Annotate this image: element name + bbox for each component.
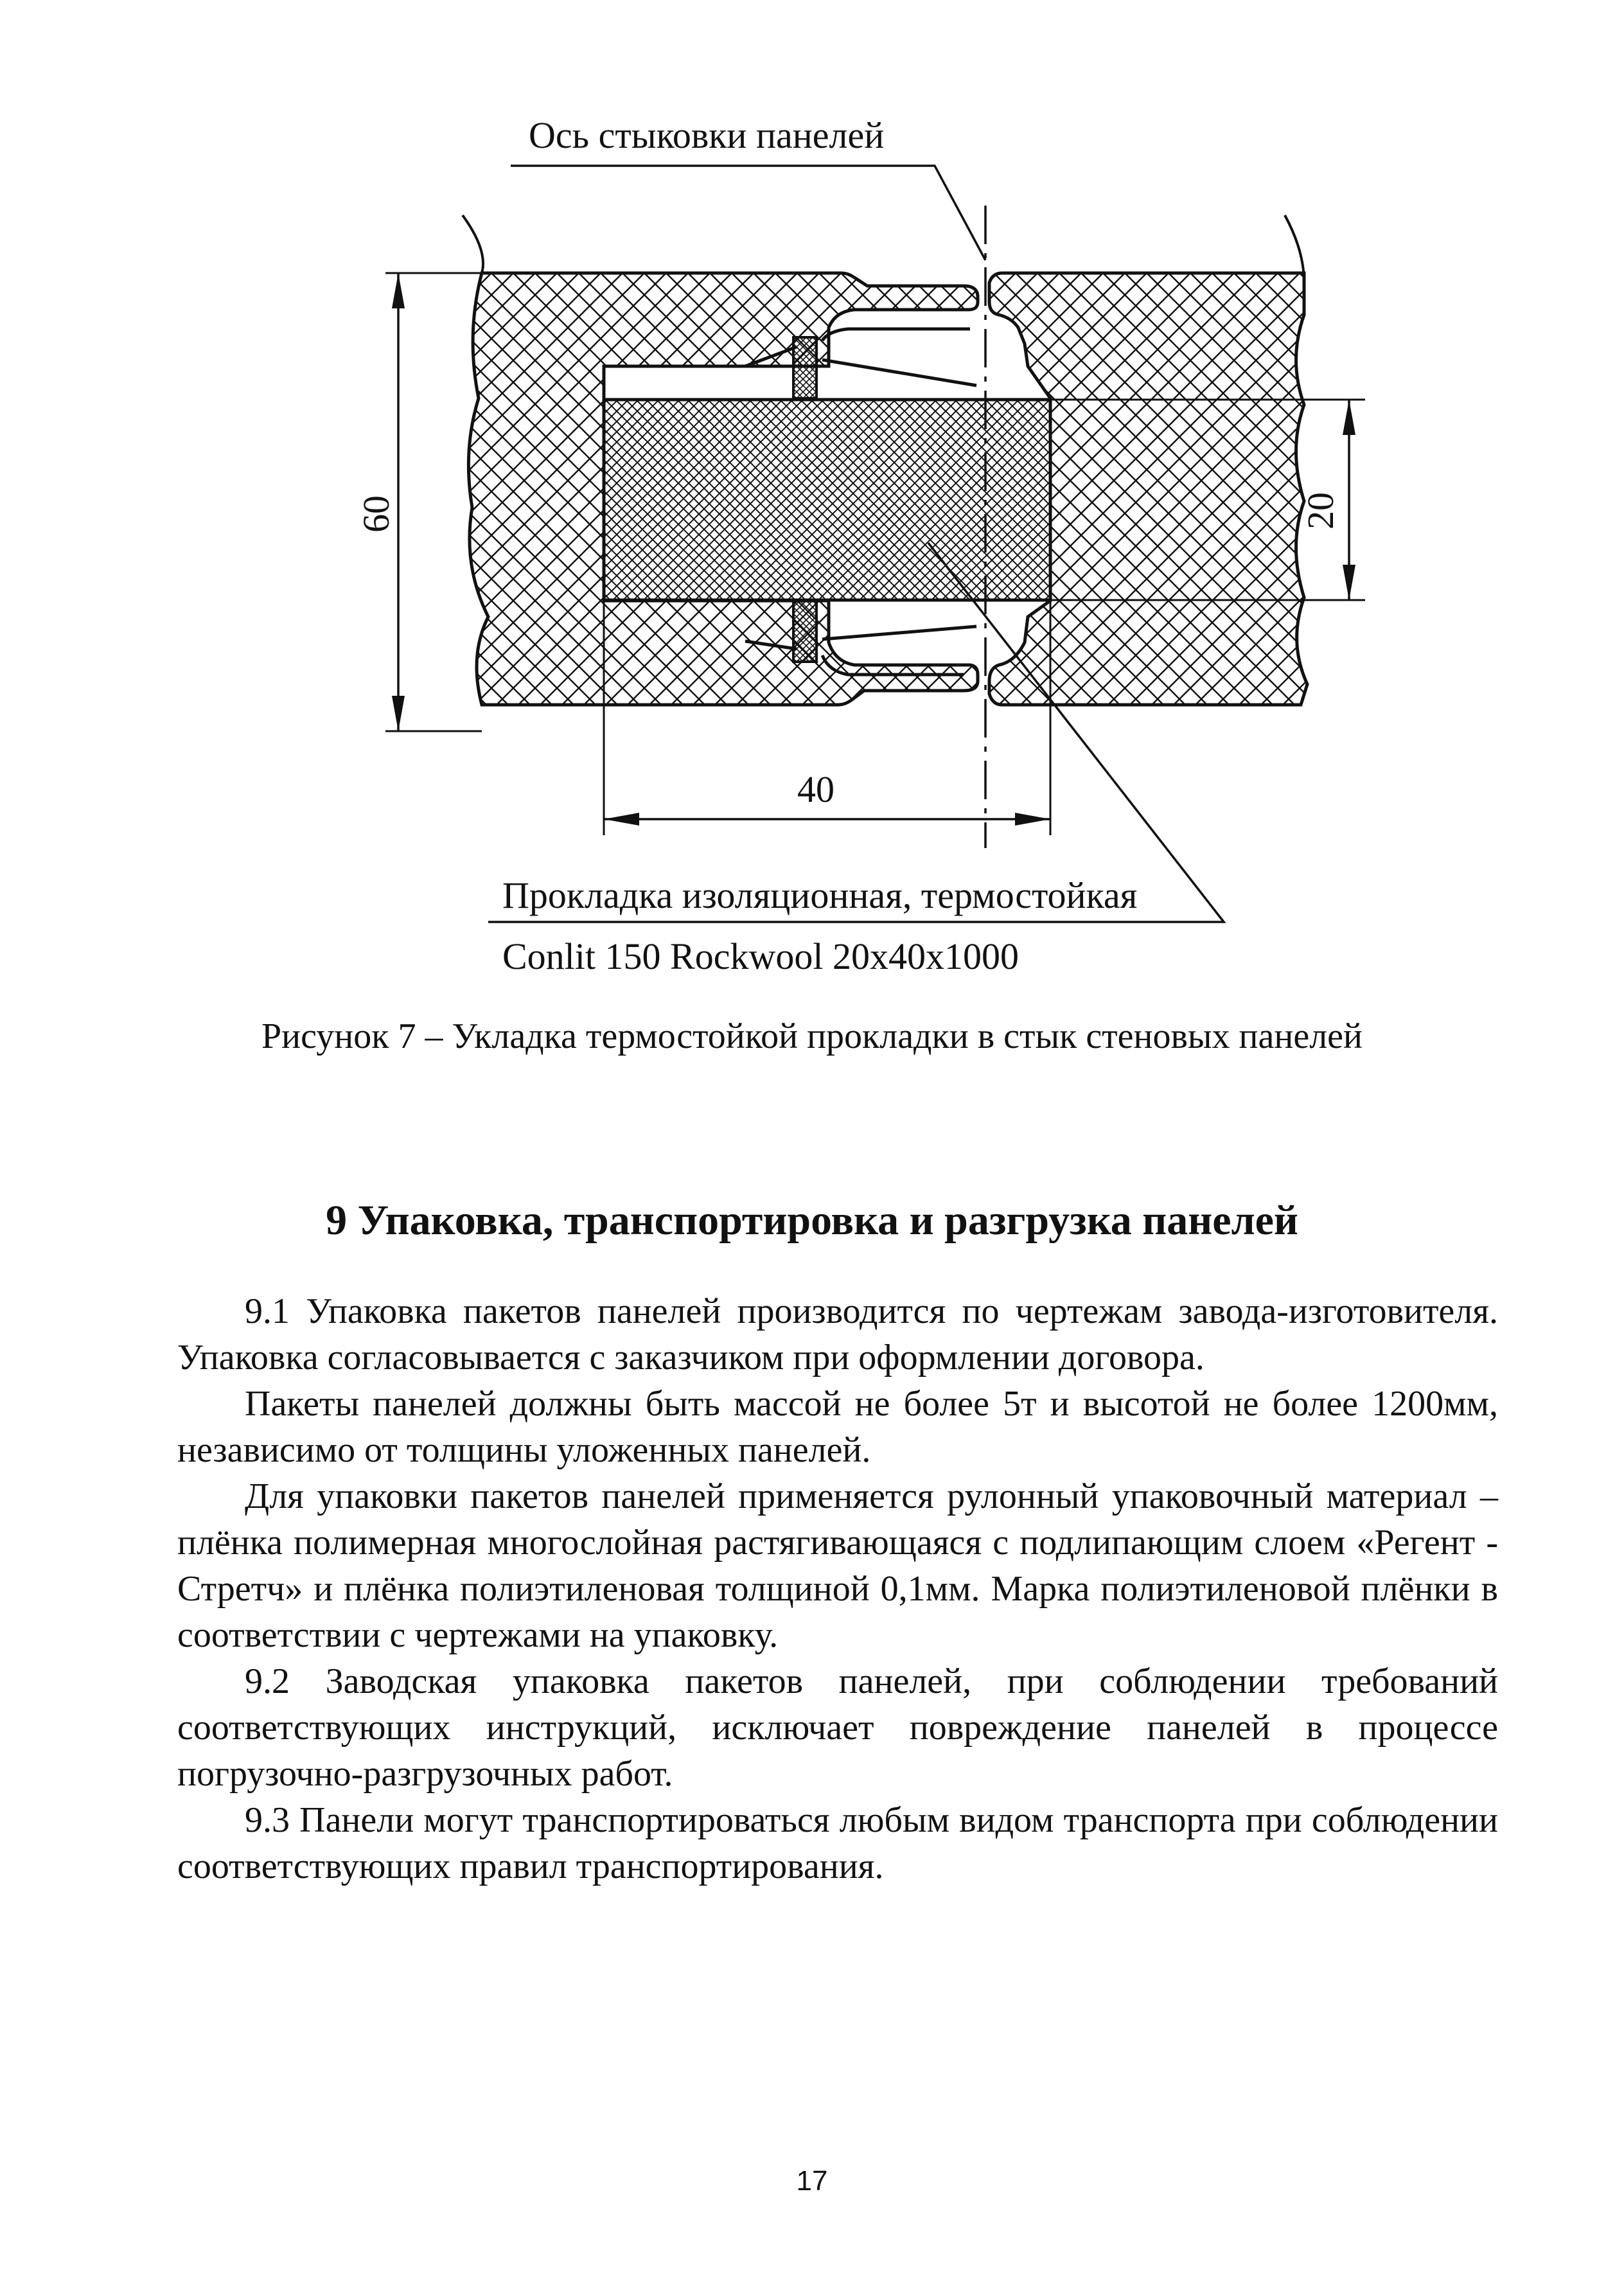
paragraph-9-1: 9.1 Упаковка пакетов панелей производится по чертежам завода-изготовителя. Упаковка согласовывается с заказчиком при оформлении договора. xyxy=(177,1291,1498,1377)
gasket-label-line2: Conlit 150 Rockwool 20x40x1000 xyxy=(502,935,1019,977)
upper-lock-line-2 xyxy=(822,360,976,385)
left-break-line-top xyxy=(463,215,483,273)
upper-seal xyxy=(793,337,816,398)
panel-joint-drawing xyxy=(0,0,1624,977)
lower-lock-line-2 xyxy=(822,626,976,639)
section-heading: 9 Упаковка, транспортировка и разгрузка панелей xyxy=(326,1197,1298,1244)
paragraph-materials: Для упаковки пакетов панелей применяется рулонный упаковочный материал – плёнка полимерная многослойная растягивающаяся с подлипающим слоем «Регент - Стретч» и плёнка полиэтиленовая толщиной 0,1мм. Марка полиэтиленовой плёнки в соответствии с чертежами на упаковку. xyxy=(177,1476,1498,1655)
joint-drawing-svg xyxy=(0,0,1624,977)
insulation-insert xyxy=(604,400,1050,600)
dim-60-label: 60 xyxy=(355,495,397,533)
paragraph-weight: Пакеты панелей должны быть массой не более 5т и высотой не более 1200мм, независимо от толщины уложенных панелей. xyxy=(177,1384,1498,1470)
paragraph-9-3: 9.3 Панели могут транспортироваться любым видом транспорта при соблюдении соответствующих правил транспортирования. xyxy=(177,1800,1498,1886)
paragraph-9-2: 9.2 Заводская упаковка пакетов панелей, при соблюдении требований соответствующих инструкций, исключает повреждение панелей в процессе погрузочно-разгрузочных работ. xyxy=(177,1661,1498,1794)
dim-40-label: 40 xyxy=(797,768,834,810)
axis-leader xyxy=(511,166,985,260)
lower-seal xyxy=(793,601,816,662)
dim-20-label: 20 xyxy=(1300,492,1341,529)
section-body xyxy=(177,1288,1498,1890)
figure-caption: Рисунок 7 – Укладка термостойкой прокладки в стык стеновых панелей xyxy=(261,1016,1363,1056)
axis-label: Ось стыковки панелей xyxy=(529,114,885,156)
gasket-label-line1: Прокладка изоляционная, термостойкая xyxy=(502,874,1138,916)
page-number: 17 xyxy=(796,2165,828,2197)
